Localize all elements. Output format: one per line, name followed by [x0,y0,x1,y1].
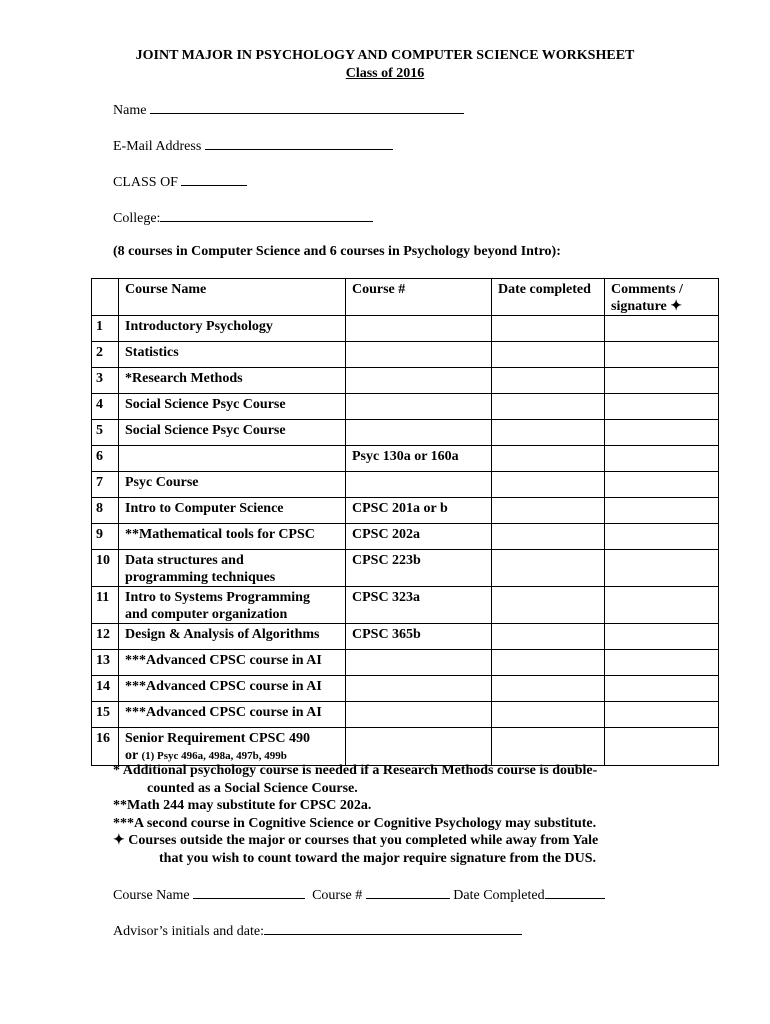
date-cell[interactable] [492,702,605,728]
course-name [119,587,346,624]
course-name: Statistics [119,342,346,368]
name-label: Name [113,103,147,118]
row-num: 7 [92,472,119,498]
course-name: ***Advanced CPSC course in AI [119,650,346,676]
row-num: 4 [92,394,119,420]
row-num: 3 [92,368,119,394]
header-comments: Comments / signature ✦ [605,279,719,316]
course-name: ***Advanced CPSC course in AI [119,676,346,702]
note-outside-courses: ✦ Courses outside the major or courses that you completed while away from Yale [113,833,599,848]
course-name-or: or [125,748,138,763]
worksheet-title: JOINT MAJOR IN PSYCHOLOGY AND COMPUTER SCIENCE WORKSHEET [135,48,635,63]
note-outside-courses-cont: that you wish to count toward the major require signature from the DUS. [159,850,596,866]
date-cell[interactable] [492,624,605,650]
course-number[interactable] [346,676,492,702]
course-number[interactable] [346,472,492,498]
row-num: 15 [92,702,119,728]
course-number-label: Course # [312,888,363,903]
class-year-subtitle: Class of 2016 [345,66,425,81]
comments-cell[interactable] [605,728,719,766]
row-num: 16 [92,728,119,766]
date-cell[interactable] [492,316,605,342]
date-cell[interactable] [492,394,605,420]
course-name-line1: Data structures and [125,553,244,568]
course-table [91,278,719,766]
table-row [92,498,719,524]
name-field[interactable] [113,101,464,119]
table-row [92,472,719,498]
course-number [346,394,492,420]
class-line[interactable] [181,173,247,186]
date-cell[interactable] [492,498,605,524]
course-name: ***Advanced CPSC course in AI [119,702,346,728]
date-cell[interactable] [492,550,605,587]
date-cell[interactable] [492,587,605,624]
course-name-line1: Intro to Systems Programming [125,590,310,605]
comments-cell[interactable] [605,676,719,702]
row-num: 11 [92,587,119,624]
row-num: 9 [92,524,119,550]
table-row [92,420,719,446]
course-instructions: (8 courses in Computer Science and 6 courses in Psychology beyond Intro): [113,244,561,259]
table-row [92,650,719,676]
course-name-line1: Senior Requirement CPSC 490 [125,731,310,746]
table-row [92,702,719,728]
date-cell[interactable] [492,342,605,368]
footnotes [113,762,598,867]
table-row [92,368,719,394]
course-number: CPSC 201a or b [346,498,492,524]
table-row [92,342,719,368]
date-cell[interactable] [492,676,605,702]
date-cell[interactable] [492,472,605,498]
course-number [346,420,492,446]
header-course-name: Course Name [119,279,346,316]
college-label: College: [113,211,161,226]
course-name-line2: and computer organization [125,607,288,622]
course-name [119,728,346,766]
row-num: 13 [92,650,119,676]
comments-cell[interactable] [605,702,719,728]
header-num [92,279,119,316]
note-research-methods-cont: counted as a Social Science Course. [147,780,358,796]
row-num: 1 [92,316,119,342]
date-cell[interactable] [492,650,605,676]
course-name: Design & Analysis of Algorithms [119,624,346,650]
note-cognitive: ***A second course in Cognitive Science or Cognitive Psychology may substitute. [113,815,597,831]
course-name: Introductory Psychology [119,316,346,342]
course-name-line[interactable] [193,886,305,899]
row-num: 14 [92,676,119,702]
course-name: Intro to Computer Science [119,498,346,524]
row-num: 6 [92,446,119,472]
comments-cell[interactable] [605,394,719,420]
course-name: **Mathematical tools for CPSC [119,524,346,550]
course-number: CPSC 202a [346,524,492,550]
table-row [92,524,719,550]
date-completed-line[interactable] [545,886,605,899]
course-number-line[interactable] [366,886,450,899]
extra-course-fields [113,886,605,904]
row-num: 12 [92,624,119,650]
course-number [346,368,492,394]
comments-cell[interactable] [605,446,719,472]
email-field[interactable] [113,137,393,155]
comments-cell[interactable] [605,650,719,676]
class-label: CLASS OF [113,175,178,190]
course-number[interactable] [346,728,492,766]
course-name: Social Science Psyc Course [119,394,346,420]
table-row [92,728,719,766]
table-row [92,394,719,420]
table-row [92,316,719,342]
comments-cell[interactable] [605,524,719,550]
table-header-row [92,279,719,316]
class-field[interactable] [113,173,247,191]
note-math: **Math 244 may substitute for CPSC 202a. [113,798,372,813]
college-field[interactable] [113,209,373,227]
course-name-line2: programming techniques [125,570,276,585]
course-name[interactable] [119,446,346,472]
course-number [346,342,492,368]
comments-cell[interactable] [605,342,719,368]
note-research-methods: * Additional psychology course is needed if a Research Methods course is double- [113,763,598,778]
course-number[interactable] [346,650,492,676]
table-row [92,676,719,702]
college-line[interactable] [160,209,373,222]
row-num: 10 [92,550,119,587]
comments-cell[interactable] [605,587,719,624]
row-num: 2 [92,342,119,368]
course-number [346,316,492,342]
name-line[interactable] [150,101,464,114]
table-row [92,624,719,650]
comments-cell[interactable] [605,420,719,446]
table-row [92,587,719,624]
table-row [92,446,719,472]
course-number: CPSC 223b [346,550,492,587]
course-name [119,550,346,587]
date-completed-label: Date Completed [453,888,545,903]
date-cell[interactable] [492,728,605,766]
email-label: E-Mail Address [113,139,202,154]
date-cell[interactable] [492,368,605,394]
course-number: CPSC 365b [346,624,492,650]
course-name: Psyc Course [119,472,346,498]
course-name: Social Science Psyc Course [119,420,346,446]
table-row [92,550,719,587]
course-number[interactable] [346,702,492,728]
advisor-line[interactable] [264,922,522,935]
email-line[interactable] [205,137,393,150]
date-cell[interactable] [492,420,605,446]
comments-cell[interactable] [605,316,719,342]
row-num: 5 [92,420,119,446]
comments-cell[interactable] [605,368,719,394]
comments-cell[interactable] [605,472,719,498]
header-date-completed: Date completed [492,279,605,316]
comments-cell[interactable] [605,624,719,650]
comments-cell[interactable] [605,550,719,587]
date-cell[interactable] [492,524,605,550]
course-name-label: Course Name [113,888,190,903]
course-name: *Research Methods [119,368,346,394]
header-course-number: Course # [346,279,492,316]
date-cell[interactable] [492,446,605,472]
advisor-label: Advisor’s initials and date: [113,924,264,939]
advisor-field [113,922,522,940]
row-num: 8 [92,498,119,524]
course-number: CPSC 323a [346,587,492,624]
comments-cell[interactable] [605,498,719,524]
course-number: Psyc 130a or 160a [346,446,492,472]
course-name-alt: (1) Psyc 496a, 498a, 497b, 499b [141,750,287,762]
